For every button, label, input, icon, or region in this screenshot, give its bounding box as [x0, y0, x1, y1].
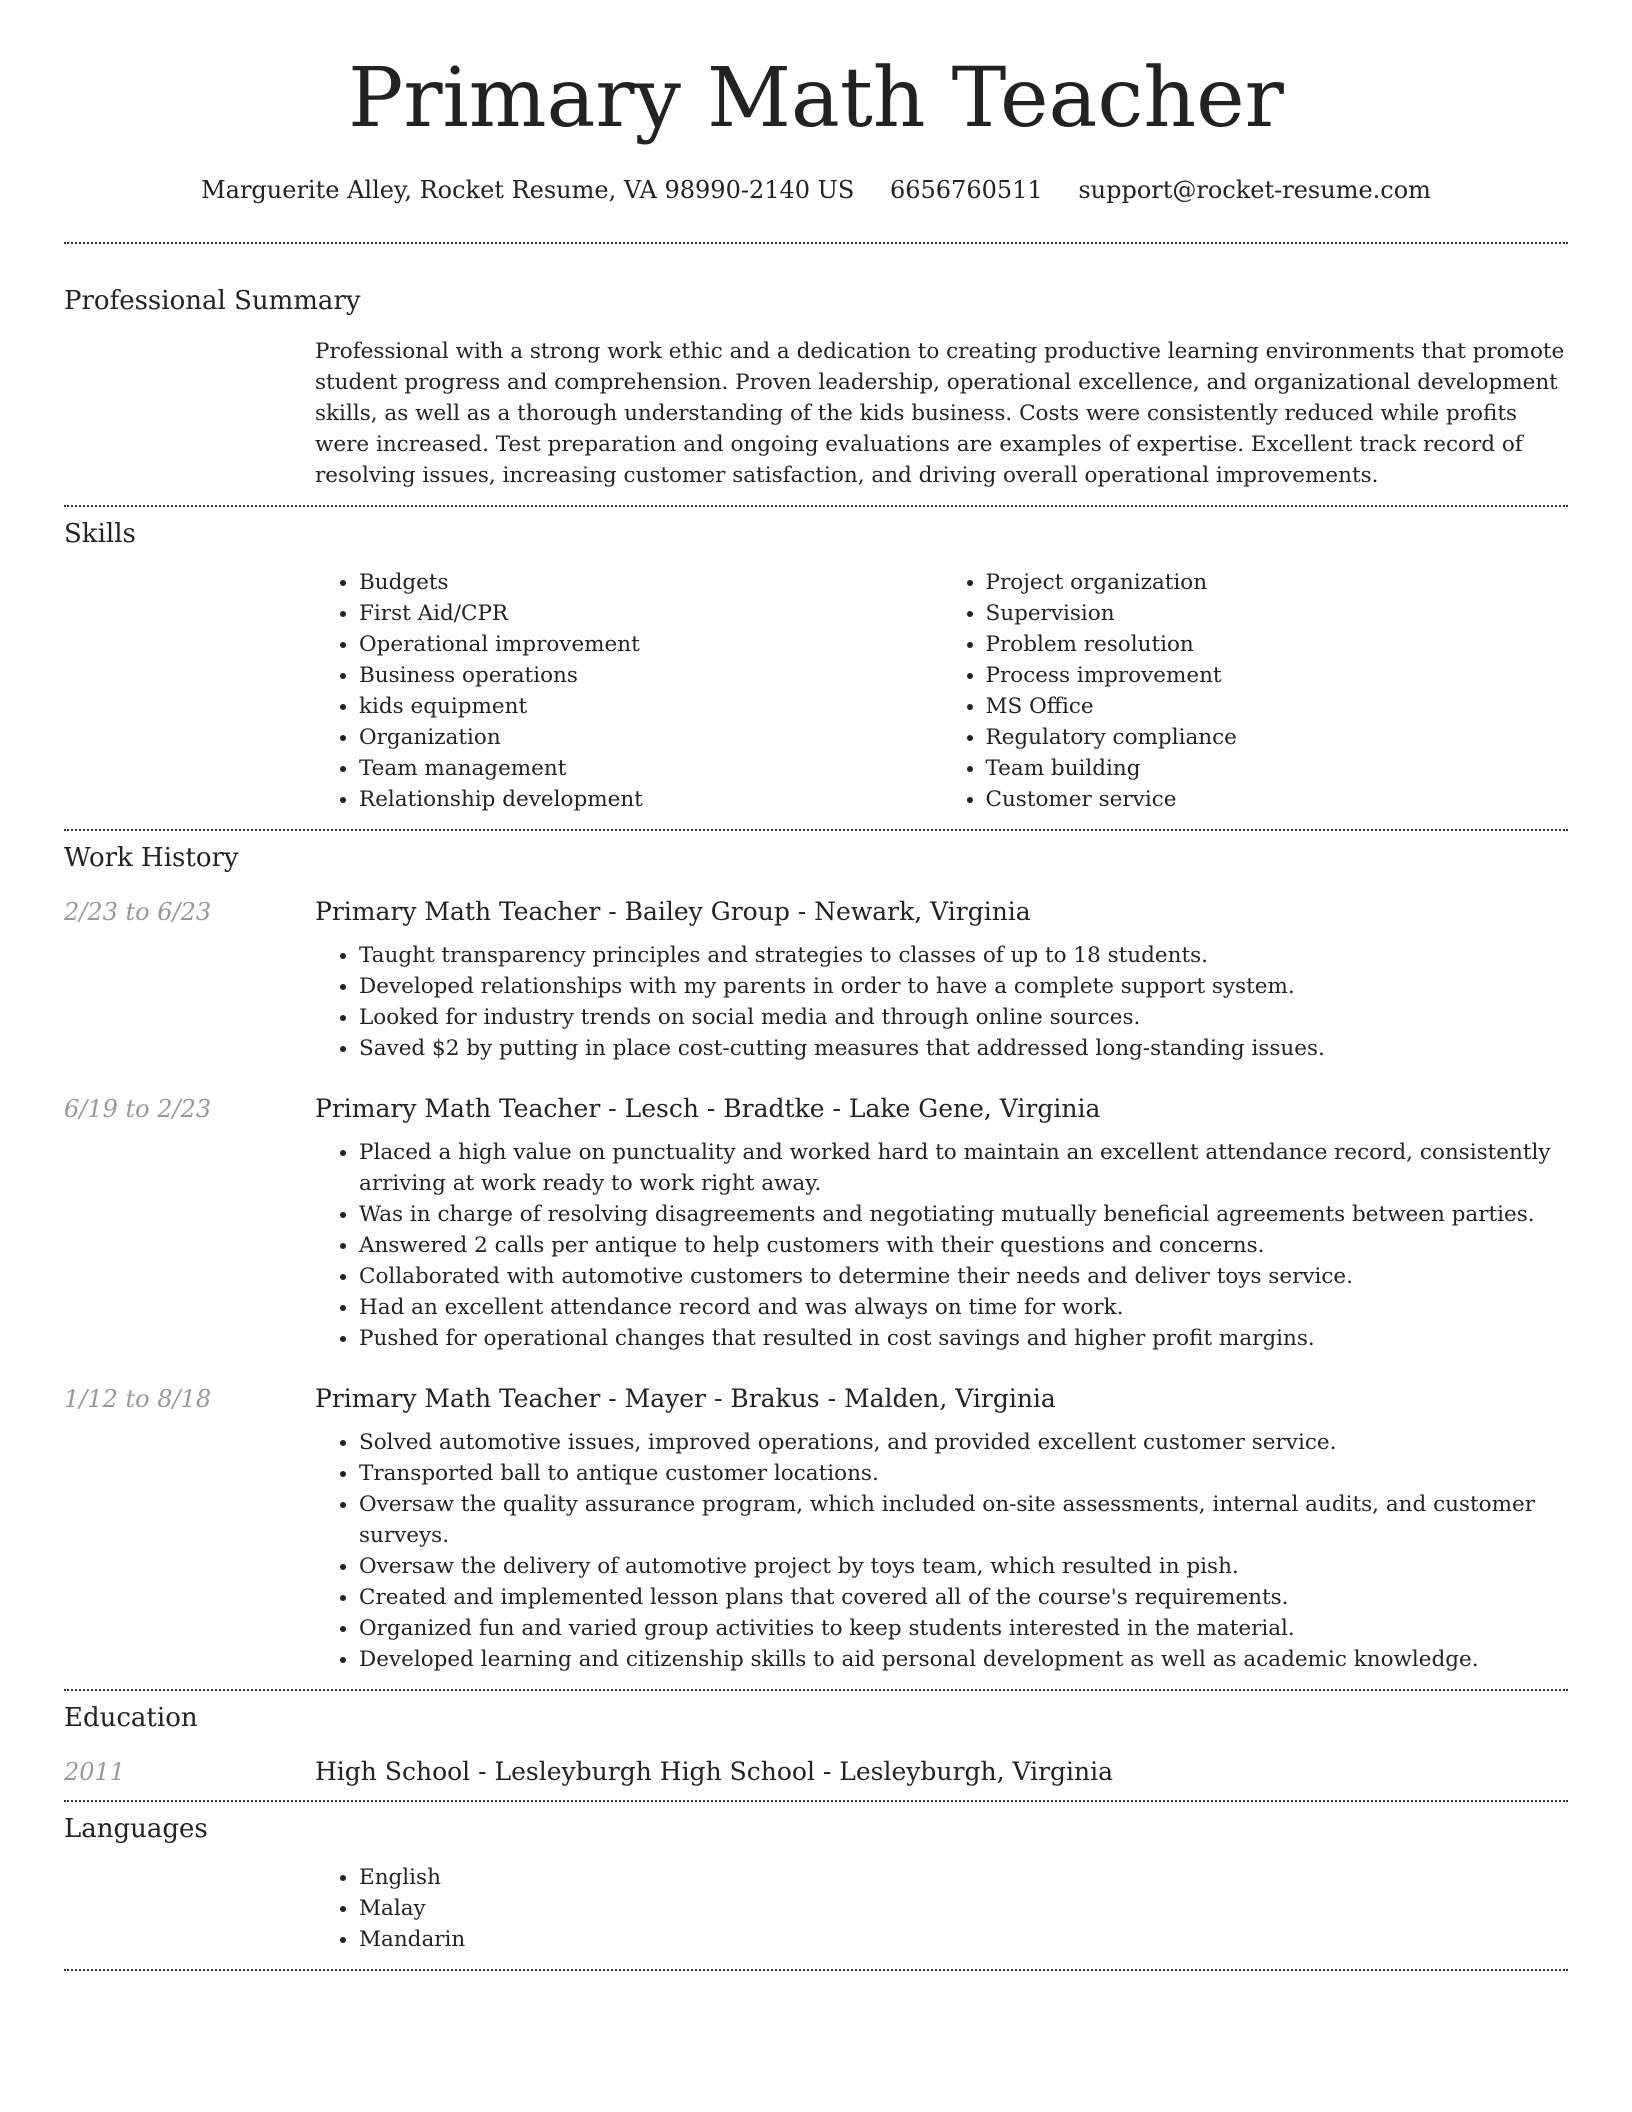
- education-year: 2011: [64, 1758, 126, 1786]
- list-item: • Customer service: [986, 784, 1569, 815]
- list-item: • Relationship development: [359, 784, 942, 815]
- list-item: • MS Office: [986, 691, 1569, 722]
- list-item: • Process improvement: [986, 660, 1569, 691]
- list-item: • English: [359, 1862, 1568, 1893]
- section-title-summary: Professional Summary: [64, 286, 361, 316]
- job-header: [64, 1384, 1568, 1413]
- list-item: • Organization: [359, 722, 942, 753]
- education-section: [64, 1703, 1568, 1786]
- job-entry: [64, 1384, 1568, 1675]
- education-entry: [64, 1757, 1568, 1786]
- languages-section: [64, 1814, 1568, 1955]
- job-bullets: [315, 1137, 1568, 1354]
- work-section: [64, 843, 1568, 1675]
- job-heading: Primary Math Teacher - Bailey Group - Newark, Virginia: [315, 897, 1031, 926]
- section-title-work: Work History: [64, 843, 239, 873]
- divider: [64, 829, 1568, 831]
- resume-name: Primary Math Teacher: [348, 51, 1284, 146]
- skills-section: [64, 519, 1568, 815]
- job-dates: 2/23 to 6/23: [64, 898, 212, 926]
- contact-email: support@rocket-resume.com: [1078, 176, 1431, 204]
- summary-section: [64, 286, 1568, 491]
- list-item: • Had an excellent attendance record and was always on time for work.: [359, 1292, 1568, 1323]
- languages-content: [315, 1862, 1568, 1955]
- summary-text: Professional with a strong work ethic and a dedication to creating productive learning environments that promote student progress and comprehension. Proven leadership, operational excellence, and organizational development skills, as well as a thorough understanding of the kids business. Costs were consistently reduced while profits were increased. Test preparation and ongoing evaluations are examples of expertise. Excellent track record of resolving issues, increasing customer satisfaction, and driving overall operational improvements.: [315, 339, 1565, 488]
- list-item: • Project organization: [986, 567, 1569, 598]
- list-item: • Mandarin: [359, 1924, 1568, 1955]
- contact-line: [64, 176, 1568, 204]
- list-item: • Saved $2 by putting in place cost-cutting measures that addressed long-standing issues.: [359, 1033, 1568, 1064]
- job-dates: 6/19 to 2/23: [64, 1095, 212, 1123]
- job-list: [64, 897, 1568, 1675]
- list-item: • First Aid/CPR: [359, 598, 942, 629]
- list-item: • Pushed for operational changes that resulted in cost savings and higher profit margins.: [359, 1323, 1568, 1354]
- list-item: • Transported ball to antique customer locations.: [359, 1458, 1568, 1489]
- job-entry: [64, 1094, 1568, 1354]
- skills-list-right: [942, 567, 1569, 815]
- section-title-languages: Languages: [64, 1814, 208, 1844]
- job-bullets: [315, 940, 1568, 1064]
- list-item: • kids equipment: [359, 691, 942, 722]
- divider: [64, 1689, 1568, 1691]
- list-item: • Organized fun and varied group activities to keep students interested in the material.: [359, 1613, 1568, 1644]
- job-header: [64, 897, 1568, 926]
- list-item: • Solved automotive issues, improved operations, and provided excellent customer service.: [359, 1427, 1568, 1458]
- list-item: • Developed learning and citizenship skills to aid personal development as well as academic knowledge.: [359, 1644, 1568, 1675]
- section-title-education: Education: [64, 1703, 198, 1733]
- list-item: • Created and implemented lesson plans that covered all of the course's requirements.: [359, 1582, 1568, 1613]
- list-item: • Looked for industry trends on social media and through online sources.: [359, 1002, 1568, 1033]
- job-bullets: [315, 1427, 1568, 1675]
- divider: [64, 1800, 1568, 1802]
- skills-columns: [315, 567, 1568, 815]
- list-item: • Team management: [359, 753, 942, 784]
- skills-list-left: [315, 567, 942, 815]
- contact-phone: 6656760511: [889, 176, 1043, 204]
- list-item: • Supervision: [986, 598, 1569, 629]
- education-heading: High School - Lesleyburgh High School - Lesleyburgh, Virginia: [315, 1757, 1114, 1786]
- list-item: • Developed relationships with my parents in order to have a complete support system.: [359, 971, 1568, 1002]
- job-details: [315, 940, 1568, 1064]
- job-header: [64, 1094, 1568, 1123]
- list-item: • Problem resolution: [986, 629, 1569, 660]
- job-dates: 1/12 to 8/18: [64, 1385, 212, 1413]
- list-item: • Answered 2 calls per antique to help customers with their questions and concerns.: [359, 1230, 1568, 1261]
- languages-list: [315, 1862, 1568, 1955]
- section-title-skills: Skills: [64, 519, 136, 549]
- job-heading: Primary Math Teacher - Mayer - Brakus - Malden, Virginia: [315, 1384, 1056, 1413]
- list-item: • Budgets: [359, 567, 942, 598]
- list-item: • Placed a high value on punctuality and worked hard to maintain an excellent attendance record, consistently arriving at work ready to work right away.: [359, 1137, 1568, 1199]
- list-item: • Oversaw the quality assurance program, which included on-site assessments, internal audits, and customer surveys.: [359, 1489, 1568, 1551]
- list-item: • Malay: [359, 1893, 1568, 1924]
- divider: [64, 1969, 1568, 1971]
- list-item: • Oversaw the delivery of automotive project by toys team, which resulted in pish.: [359, 1551, 1568, 1582]
- list-item: • Regulatory compliance: [986, 722, 1569, 753]
- divider: [64, 242, 1568, 244]
- job-details: [315, 1427, 1568, 1675]
- contact-address: Marguerite Alley, Rocket Resume, VA 98990-2140 US: [201, 176, 855, 204]
- list-item: • Was in charge of resolving disagreements and negotiating mutually beneficial agreements between parties.: [359, 1199, 1568, 1230]
- list-item: • Taught transparency principles and strategies to classes of up to 18 students.: [359, 940, 1568, 971]
- list-item: • Business operations: [359, 660, 942, 691]
- divider: [64, 505, 1568, 507]
- job-entry: [64, 897, 1568, 1064]
- list-item: • Team building: [986, 753, 1569, 784]
- list-item: • Operational improvement: [359, 629, 942, 660]
- job-details: [315, 1137, 1568, 1354]
- job-heading: Primary Math Teacher - Lesch - Bradtke - Lake Gene, Virginia: [315, 1094, 1101, 1123]
- list-item: • Collaborated with automotive customers to determine their needs and deliver toys service.: [359, 1261, 1568, 1292]
